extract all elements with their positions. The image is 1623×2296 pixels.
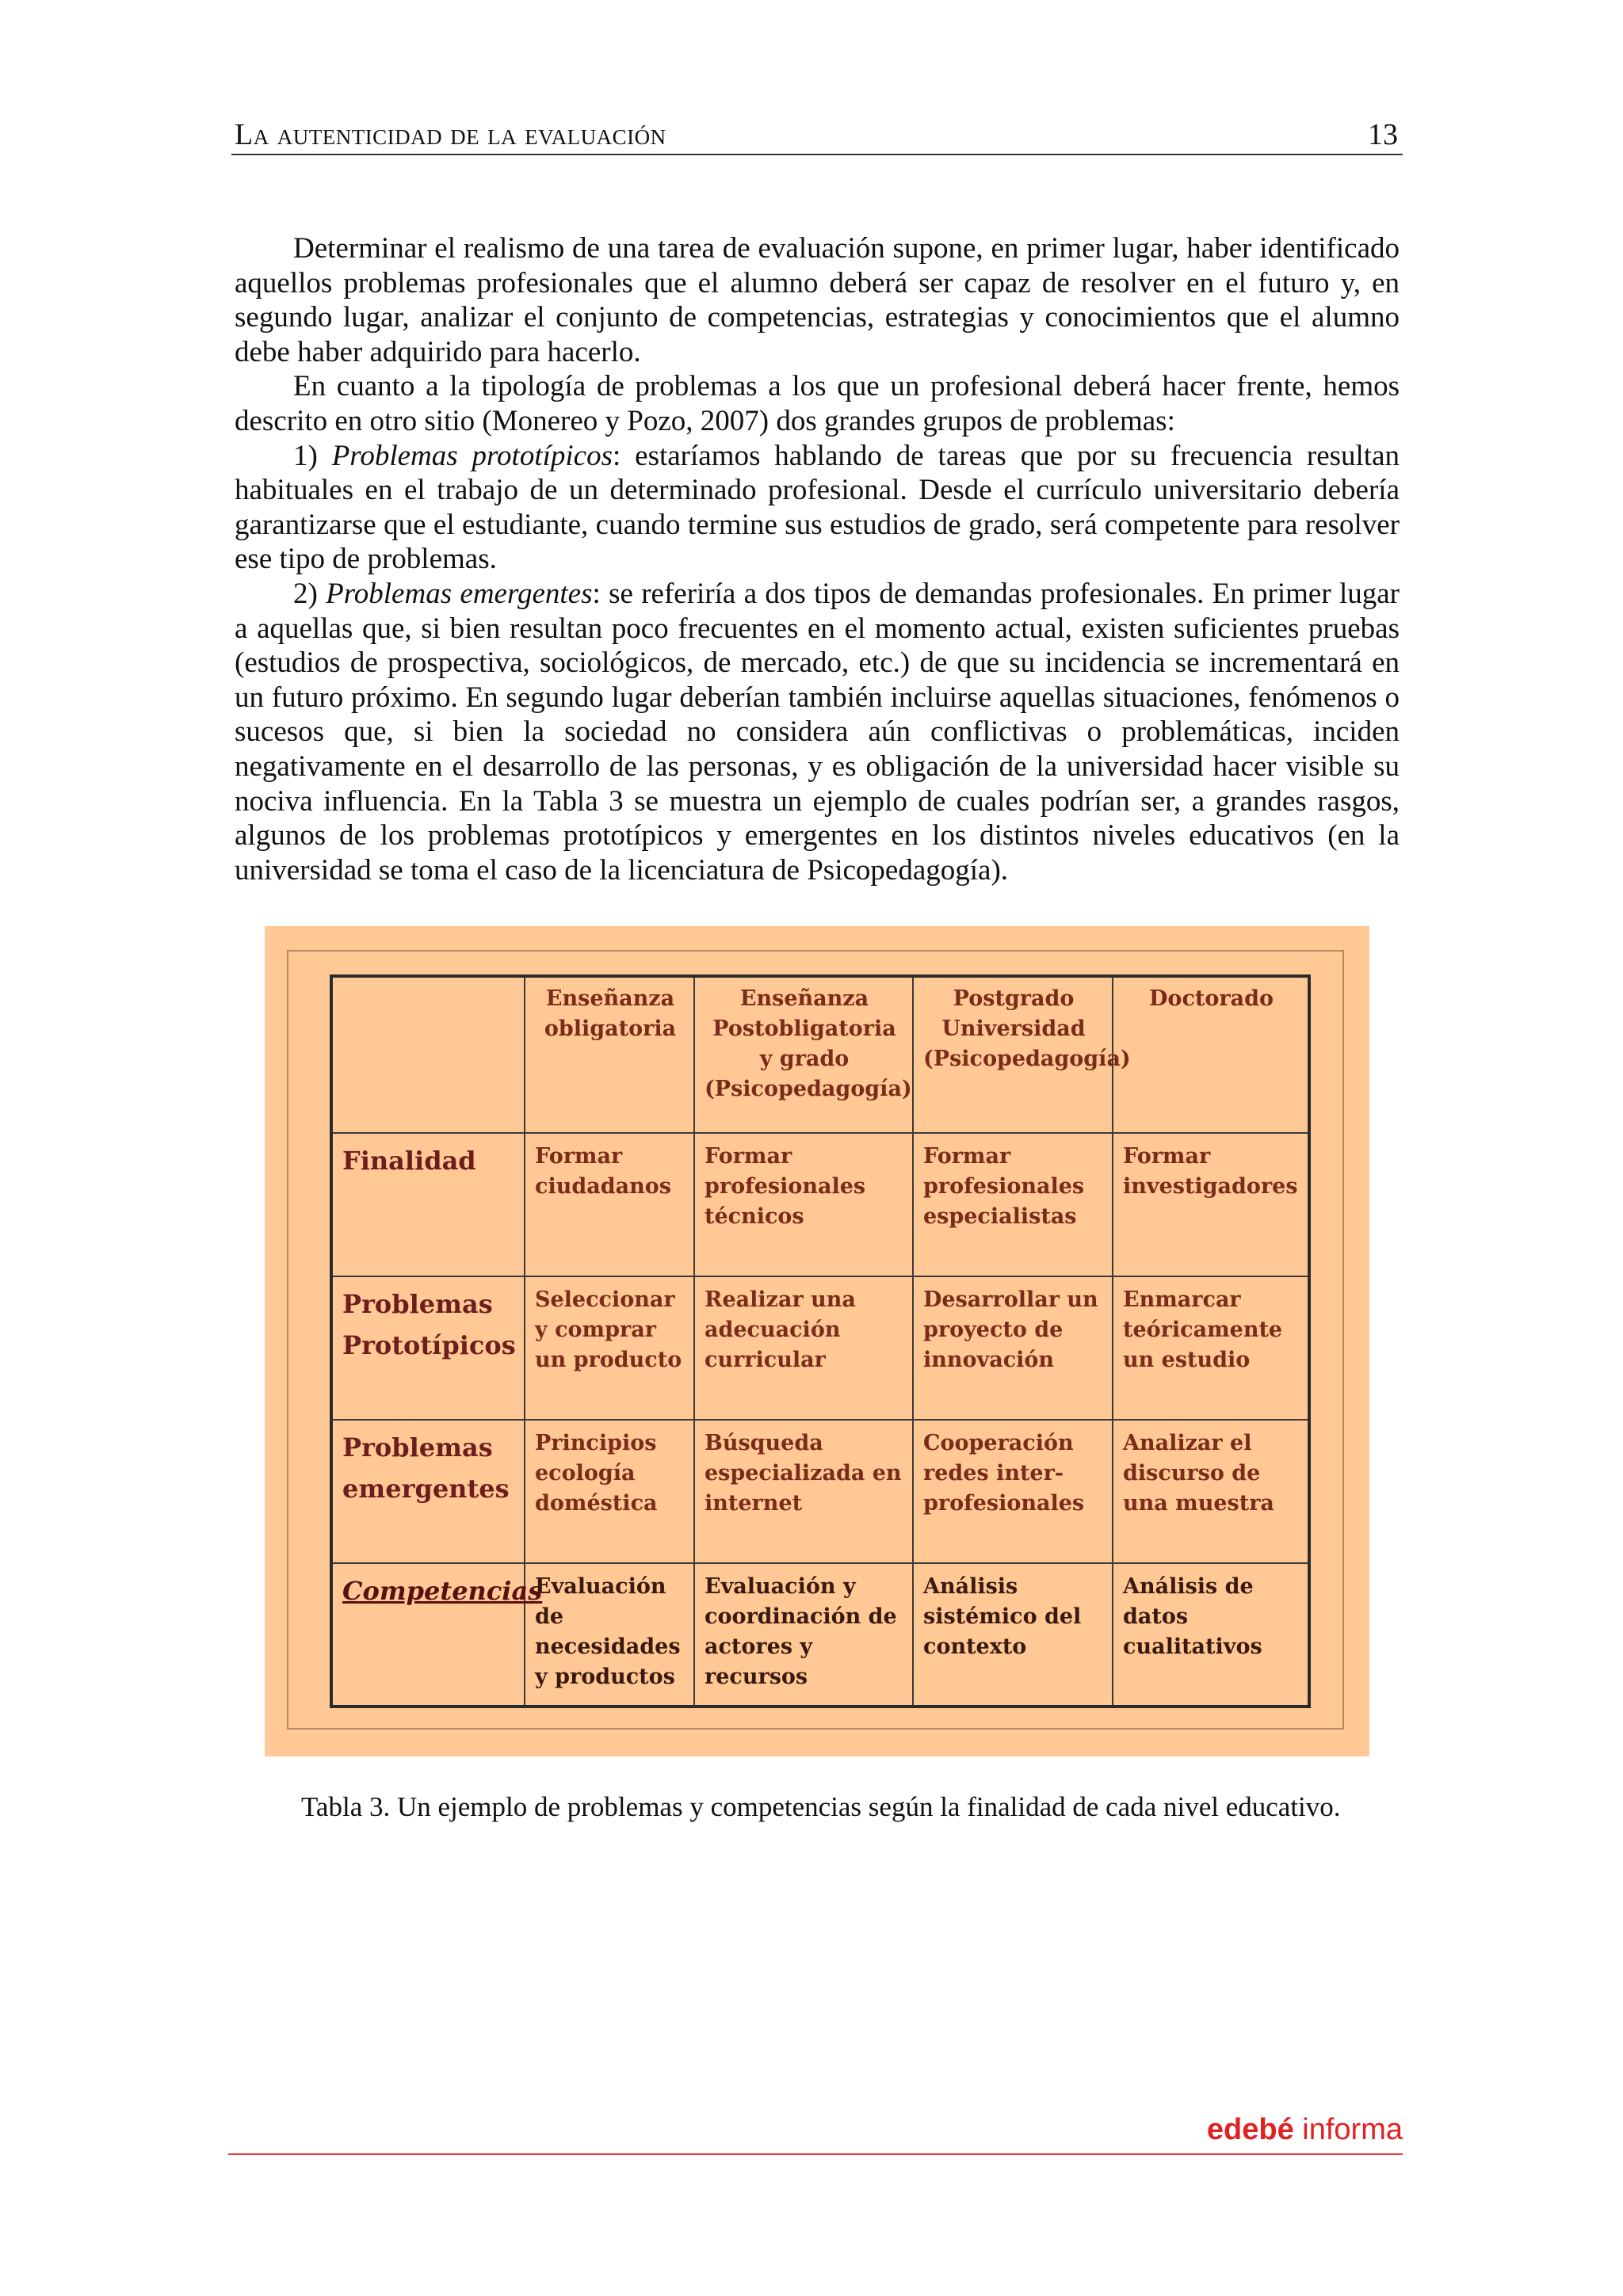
table-header-row xyxy=(331,976,1309,1133)
table-cell: Evaluación y coordinación de actores y recursos xyxy=(694,1563,913,1707)
table-cell: Seleccionar y comprar un producto xyxy=(525,1276,694,1420)
table-cell: Formar ciudadanos xyxy=(525,1133,694,1276)
table-cell: Principios ecología doméstica xyxy=(525,1420,694,1563)
logo-suffix: informa xyxy=(1302,2113,1403,2146)
row-header: Finalidad xyxy=(331,1133,525,1276)
column-header: Enseñanza Postobligatoria y grado (Psicopedagogía) xyxy=(694,976,913,1133)
corner-cell xyxy=(331,976,525,1133)
row-header: Problemas emergentes xyxy=(331,1420,525,1563)
table-cell: Enmarcar teóricamente un estudio xyxy=(1113,1276,1309,1420)
levels-table xyxy=(330,974,1311,1708)
paragraph-4-text: : se referiría a dos tipos de demandas profesionales. En primer lugar a aquellas que, si bien resultan poco frecuentes en el momento actual, existen suficientes pruebas (estudios de prospectiva, sociológicos, de mercado, etc.) de que su incidencia se incrementará en un futuro próximo. En segundo lugar deberían también incluirse aquellas situaciones, fenómenos o sucesos que, si bien la sociedad no considera aún conflictivas o problemáticas, inciden negativamente en el desarrollo de las personas, y es obligación de la universidad hacer visible su nociva influencia. En la Tabla 3 se muestra un ejemplo de cuales podrían ser, a grandes rasgos, algunos de los problemas prototípicos y emergentes en los distintos niveles educativos (en la universidad se toma el caso de la licenciatura de Psicopedagogía). xyxy=(235,577,1400,887)
paragraph-4 xyxy=(235,577,1400,887)
row-header: Problemas Prototípicos xyxy=(331,1276,525,1420)
table-cell: Formar profesionales especialistas xyxy=(913,1133,1113,1276)
column-header: Postgrado Universidad (Psicopedagogía) xyxy=(913,976,1113,1133)
table-cell: Búsqueda especializada en internet xyxy=(694,1420,913,1563)
list-number: 2) xyxy=(293,577,318,610)
table-row xyxy=(331,1420,1309,1563)
table-cell: Evaluación de necesidades y productos xyxy=(525,1563,694,1707)
table-cell: Formar profesionales técnicos xyxy=(694,1133,913,1276)
page-footer xyxy=(228,2109,1403,2155)
row-header: Competencias xyxy=(331,1563,525,1707)
column-header: Doctorado xyxy=(1113,976,1309,1133)
table-cell: Análisis sistémico del contexto xyxy=(913,1563,1113,1707)
table-row xyxy=(331,1563,1309,1707)
table-cell: Realizar una adecuación curricular xyxy=(694,1276,913,1420)
table-panel xyxy=(265,926,1369,1756)
paragraph-1: Determinar el realismo de una tarea de evaluación supone, en primer lugar, haber identificado aquellos problemas profesionales que el alumno deberá ser capaz de resolver en el futuro y, en segundo lugar, analizar el conjunto de competencias, estrategias y conocimientos que el alumno debe haber adquirido para hacerlo. xyxy=(235,232,1400,368)
table-row xyxy=(331,1276,1309,1420)
page-header xyxy=(231,119,1403,155)
table-row xyxy=(331,1133,1309,1276)
table-cell: Cooperación redes inter-profesionales xyxy=(913,1420,1113,1563)
table-cell: Analizar el discurso de una muestra xyxy=(1113,1420,1309,1563)
table-cell: Desarrollar un proyecto de innovación xyxy=(913,1276,1113,1420)
paragraph-3-text: : estaríamos hablando de tareas que por su frecuencia resultan habituales en el trabajo de un determinado profesional. Desde el currículo universitario debería garantizarse que el estudiante, cuando termine sus estudios de grado, será competente para resolver ese tipo de problemas. xyxy=(235,439,1400,576)
table-caption: Tabla 3. Un ejemplo de problemas y competencias según la finalidad de cada nivel educativo. xyxy=(301,1791,1341,1822)
paragraph-3 xyxy=(235,439,1400,577)
page-number: 13 xyxy=(1368,118,1398,151)
running-title: La autenticidad de la evaluación xyxy=(235,118,666,151)
paragraph-2: En cuanto a la tipología de problemas a los que un profesional deberá hacer frente, hemos descrito en otro sitio (Monereo y Pozo, 2007) dos grandes grupos de problemas: xyxy=(235,370,1400,437)
term-emergentes: Problemas emergentes xyxy=(326,577,593,610)
body-text xyxy=(235,231,1400,887)
table-cell: Formar investigadores xyxy=(1113,1133,1309,1276)
table-cell: Análisis de datos cualitativos xyxy=(1113,1563,1309,1707)
list-number: 1) xyxy=(293,439,318,472)
publisher-logo xyxy=(1207,2114,1403,2145)
column-header: Enseñanza obligatoria xyxy=(525,976,694,1133)
logo-brand: edebé xyxy=(1206,2113,1294,2146)
term-prototipicos: Problemas prototípicos xyxy=(331,439,613,472)
